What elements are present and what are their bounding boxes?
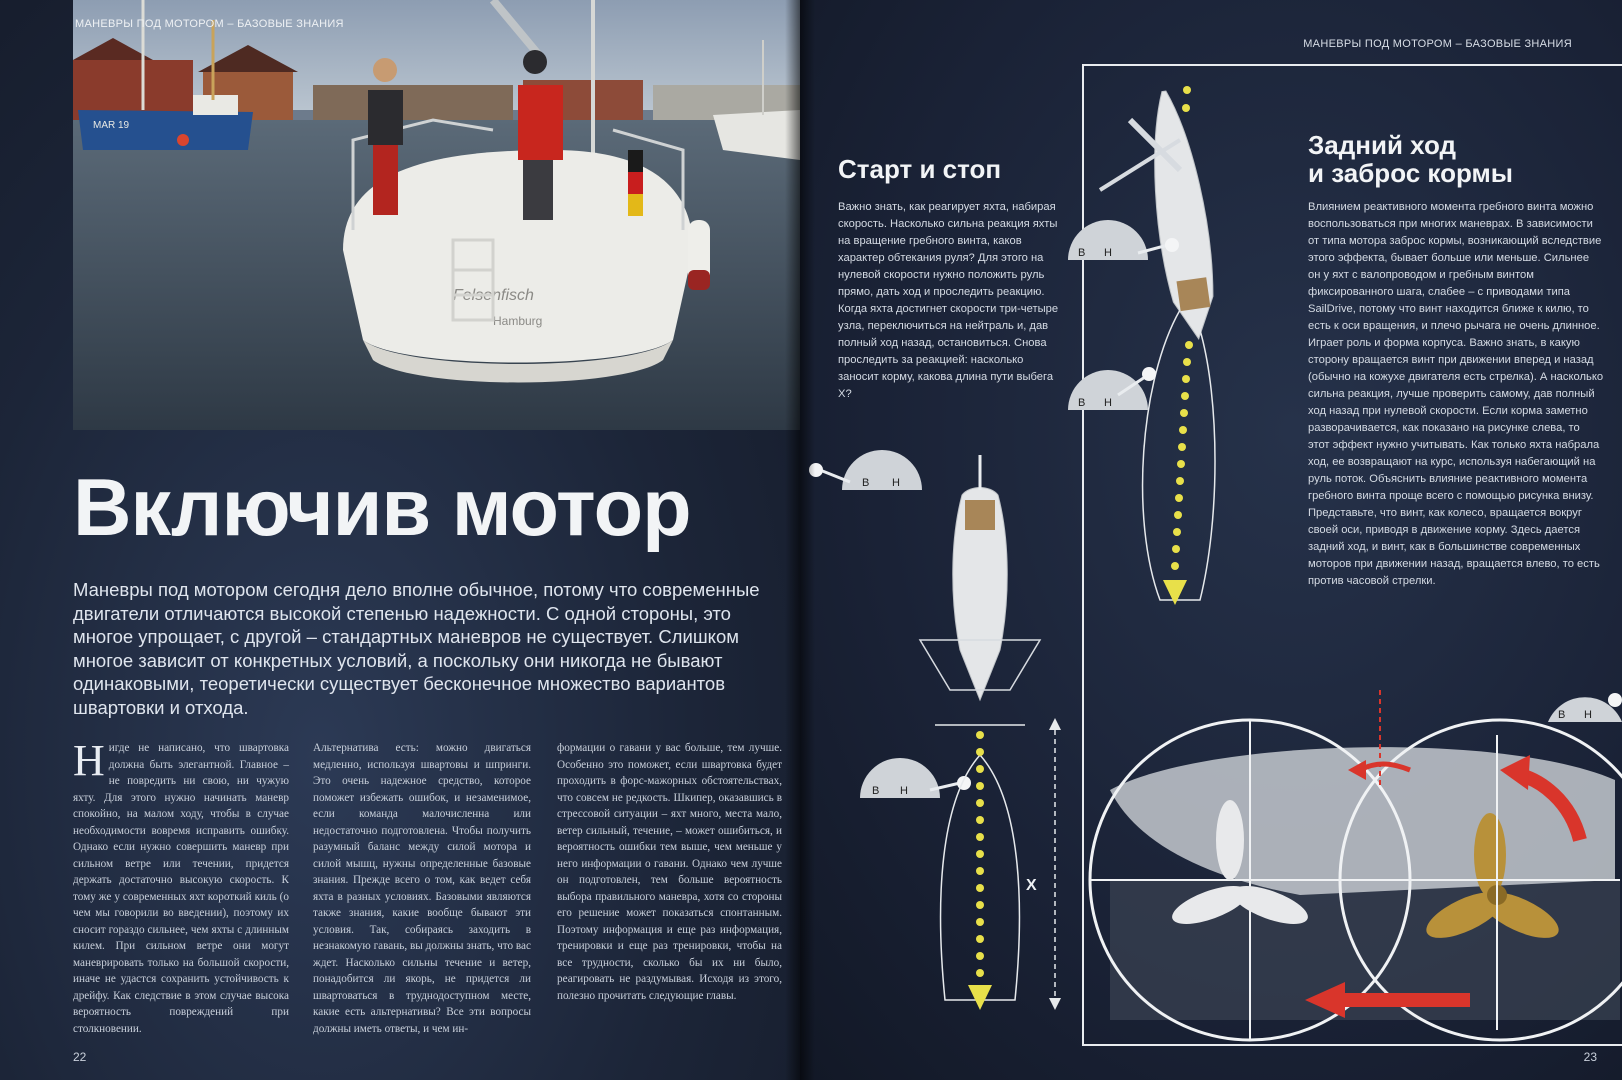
yacht-port: Hamburg (493, 314, 543, 328)
left-page (0, 0, 800, 1080)
throttle-gauge-2 (860, 758, 971, 798)
drop-cap: Н (73, 736, 105, 785)
body-column-3: формации о гавани у вас больше, тем лучше. Особенно это поможет, если швартовка будет проходить в форс-мажорных обстоятельствах, что совсем не редкость. Шкипер, оказавшись в стрессовой ситуации – яхт много, места мало, ветер сильный, течение, – может ошибиться, и вероятность ошибки тем выше, чем меньше у него информации о гавани. Однако чем лучше он подготовлен, тем больше вероятность выбора правильного маневра, хотя со стороны его решение может показаться спонтанным. Поэтому информация и еще раз информация, тренировки и еще раз тренировки, чтобы на все трудности, сколько бы их ни было, реагировать не раздумывая. Исходя из этого, полезно прочитать следующие главы. (557, 742, 782, 1002)
section-text-reverse: Влиянием реактивного момента гребного винта можно воспользоваться при многих маневрах. В зависимости от типа мотора заброс кормы, возникающий вследствие этого эффекта, бывает больше или меньше. Сильнее он у яхт с валопроводом и гребным винтом фиксированного шага, слабее – с приводами типа SailDrive, потому что винт находится ближе к килю, то есть к оси вращения, и плечо рычага не очень длинное. Играет роль и форма корпуса. Важно знать, в какую сторону вращается винт при движении вперед и назад (обычно на кожухе двигателя есть стрелка). А насколько сильна реакция, лучше проверить самому, дав полный ход назад при нулевой скорости. Если корма заметно разворачивается, как показано на рисунке слева, то этот эффект нужно учитывать. Как только яхта набрала ход, ее возвращают на курс, используя набегающий на руль поток. Объяснить влияние реактивного момента гребного винта проще всего с помощью рисунка внизу. Представьте, что винт, как колесо, вращается вокруг своей оси, приводя в движение корму. Здесь дается задний ход, и винт, как в большинстве современных моторов при движении назад, вращается влево, то есть против часовой стрелки. (1308, 201, 1604, 587)
reverse-yacht (1100, 88, 1223, 342)
page-number-right: 23 (1583, 1050, 1597, 1064)
gauge-n-2: Н (900, 785, 908, 797)
gauge-n-5: Н (1584, 709, 1592, 721)
throttle-gauge-5 (1548, 693, 1622, 722)
section-title-start-stop: Старт и стоп (838, 154, 1002, 184)
page-gutter (785, 0, 815, 1080)
body-column-2: Альтернатива есть: можно двигаться медленно, используя швартовы и шпринги. Это очень надежное средство, которое поможет избежать ошибок, и незаменимое, если команда малочисленна или недостаточно подготовлена. Чтобы получить разумный баланс между силой мотора и силой мышц, нужны определенные базовые знания. Прежде всего о том, как ведет себя яхта в разных условиях. Базовыми являются также знания, какие вообще бывают эти условия. Так, собираясь заходить в незнакомую гавань, вы должны знать, что вас ждет. Насколько сильны течение и ветер, понадобится ли якорь, не придется ли швартоваться в труднодоступном месте, какие есть альтернативы? Все эти вопросы должны иметь ответы, и чем ин- (313, 742, 531, 1035)
page-headline: Включив мотор (73, 463, 691, 553)
section-text-start-stop: Важно знать, как реагирует яхта, набирая скорость. Насколько сильна реакция яхты на вращение гребного винта, каков характер обтекания руля? Для этого на нулевой скорости нужно положить руль прямо, дать ход и проследить реакцию. Когда яхта достигнет скорости три-четыре узла, переключиться на нейтраль и, дав полный ход назад, остановиться. Снова проследить за реакцией: насколько заносит корму, какова длина пути выбега X? (838, 201, 1059, 400)
page-number-left: 22 (73, 1050, 87, 1064)
gauge-v: В (862, 477, 870, 489)
section-title-reverse-line2: и заброс кормы (1308, 158, 1513, 188)
propeller-walk-diagram (1090, 690, 1622, 1040)
running-head-left: МАНЕВРЫ ПОД МОТОРОМ – БАЗОВЫЕ ЗНАНИЯ (75, 18, 344, 30)
body-column-1-text: игде не написано, что швартовка должна быть элегантной. Главное – не повредить ни свою, ни чужую яхту. Для этого нужно начинать маневр спокойно, на малом ходу, чтобы в случае необходимости вовремя исправить ошибку. Однако если нужно совершить маневр при сильном ветре или течении, придется держать достаточно высокую скорость. К тому же у современных яхт короткий киль (о чем мы говорили во введении), поэтому их сносит гораздо сильнее, чем яхты с длинным килем. При сильном ветре они могут маневрировать только на большой скорости, иначе не удастся сохранить устойчивость к дрейфу. Как следствие в этом случае высока вероятность повреждений при столкновении. (73, 742, 289, 1035)
gauge-n-4: Н (1104, 397, 1112, 409)
gauge-v-2: В (872, 785, 880, 797)
gauge-n: Н (892, 477, 900, 489)
throttle-gauge-1 (809, 450, 922, 490)
trawler-registration: MAR 19 (93, 120, 130, 131)
lead-paragraph: Маневры под мотором сегодня дело вполне обычное, потому что современные двигатели отличаются высокой степенью надежности. С одной стороны, это многое упрощает, с другой – стандартных маневров не существует. Слишком многое зависит от конкретных условий, а поскольку они никогда не бывают одинаковыми, теоретически существует бесконечное множество вариантов швартовки и отхода. (73, 579, 760, 718)
start-stop-yacht (920, 455, 1040, 700)
harbor-photo (73, 0, 800, 430)
gauge-v-5: В (1558, 709, 1566, 721)
throttle-gauge-4 (1068, 367, 1156, 410)
yacht-name: Felsenfisch (453, 287, 534, 304)
gauge-v-3: В (1078, 247, 1086, 259)
body-column-1 (73, 736, 289, 1037)
gauge-n-3: Н (1104, 247, 1112, 259)
section-title-reverse-line1: Задний ход (1308, 130, 1457, 160)
harbor-photo-illustration (73, 0, 800, 430)
maneuver-diagrams (800, 0, 1622, 1080)
gauge-v-4: В (1078, 397, 1086, 409)
running-head-right: МАНЕВРЫ ПОД МОТОРОМ – БАЗОВЫЕ ЗНАНИЯ (1303, 38, 1572, 50)
distance-label-x: X (1026, 877, 1037, 894)
stop-dotted-path (968, 731, 992, 1010)
